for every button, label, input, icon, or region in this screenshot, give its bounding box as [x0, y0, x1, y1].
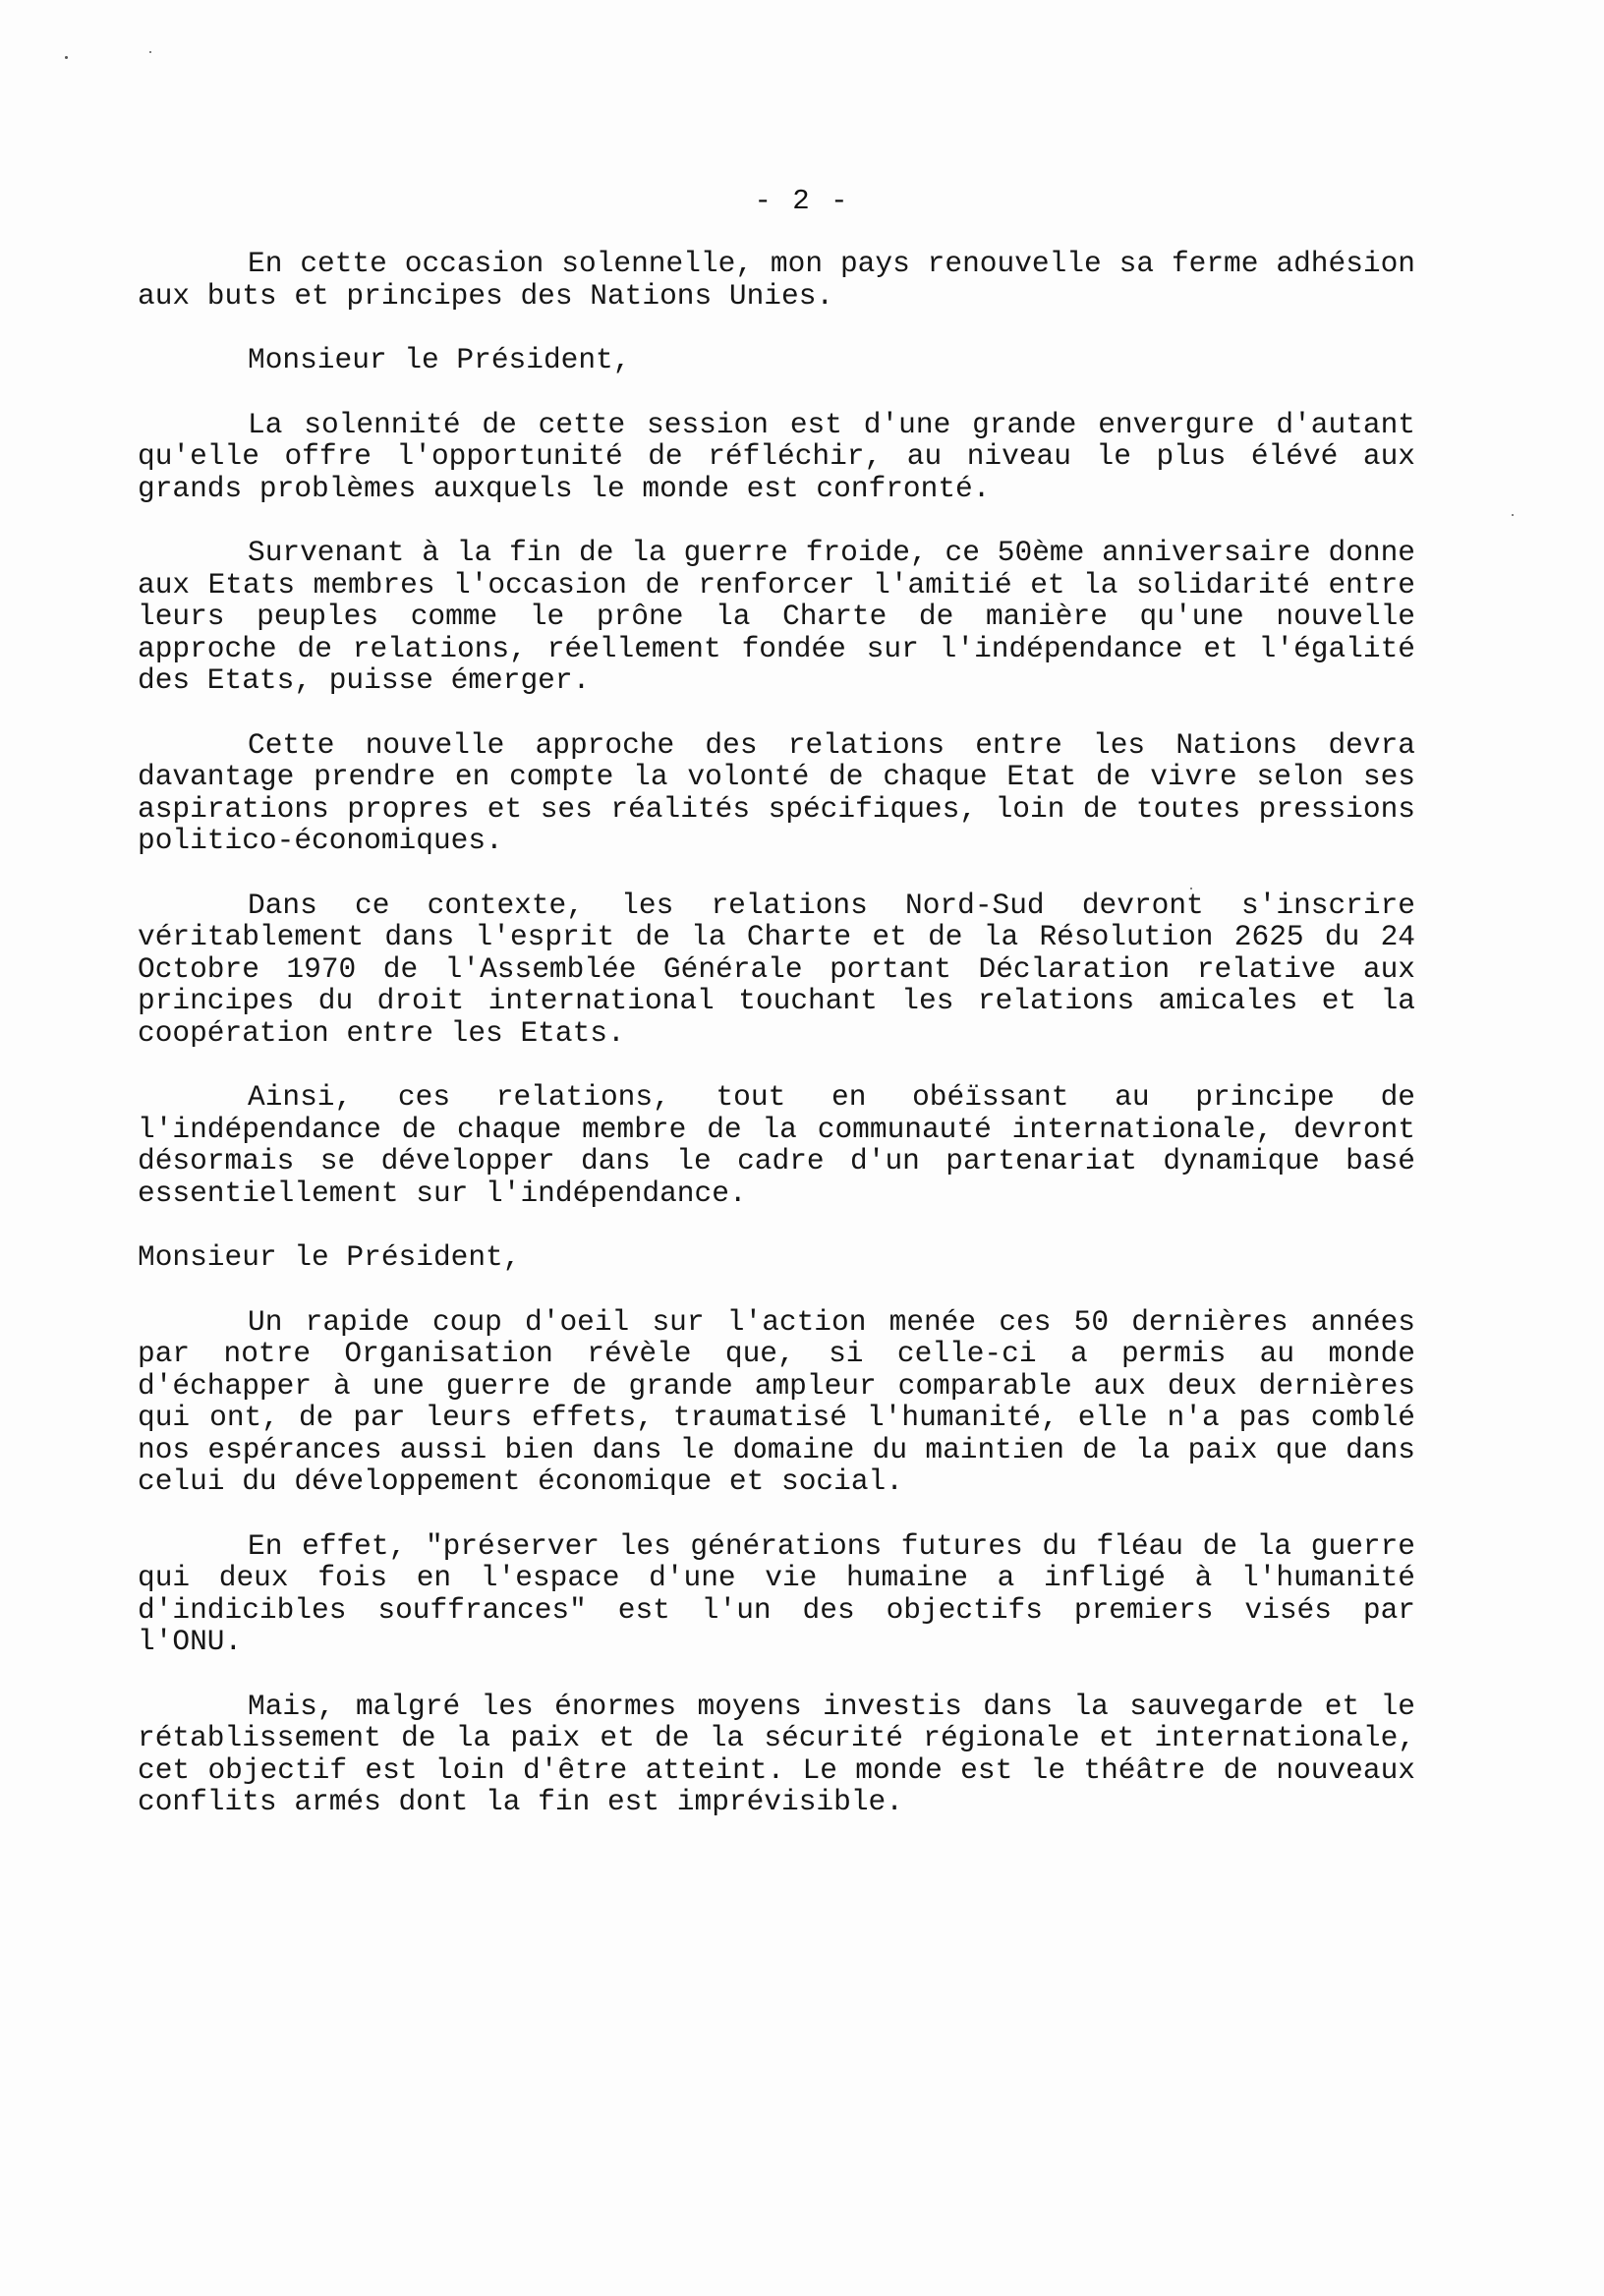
salutation: Monsieur le Président, [138, 1240, 521, 1274]
salutation: Monsieur le Président, [248, 343, 631, 376]
paragraph: La solennité de cette session est d'une grande envergure d'autant qu'elle offre l'opportunité de réfléchir, au niveau le plus élévé aux grands problèmes auxquels le monde est confronté. [138, 407, 1415, 505]
scan-speck [65, 56, 68, 59]
paragraph: Cette nouvelle approche des relations entre les Nations devra davantage prendre en compte la volonté de chaque Etat de vivre selon ses aspirations propres et ses réalités spécifiques, loin de toutes pressions politico-économiques. [138, 727, 1415, 857]
paragraph: Survenant à la fin de la guerre froide, ce 50ème anniversaire donne aux Etats membres l'occasion de renforcer l'amitié et la solidarité entre leurs peuples comme le prône la Charte de manière qu'une nouvelle approche de relations, réellement fondée sur l'indépendance et l'égalité des Etats, puisse émerger. [138, 536, 1415, 697]
page-number: - 2 - [754, 185, 850, 217]
scan-speck [149, 51, 151, 53]
paragraph: Mais, malgré les énormes moyens investis dans la sauvegarde et le rétablissement de la paix et de la sécurité régionale et internationale, cet objectif est loin d'être atteint. Le monde est le théâtre de nouveaux conflits armés dont la fin est imprévisible. [138, 1689, 1415, 1818]
paragraph: Ainsi, ces relations, tout en obéïssant au principe de l'indépendance de chaque membre de la communauté internationale, devront désormais se développer dans le cadre d'un partenariat dynamique basé essentiellement sur l'indépendance. [138, 1080, 1415, 1210]
paragraph: En cette occasion solennelle, mon pays renouvelle sa ferme adhésion aux buts et principes des Nations Unies. [138, 247, 1415, 313]
paragraph: En effet, "préserver les générations futures du fléau de la guerre qui deux fois en l'espace d'une vie humaine a infligé à l'humanité d'indicibles souffrances" est l'un des objectifs premiers visés par l'ONU. [138, 1528, 1415, 1658]
document-body [138, 248, 1415, 1851]
paragraph: Un rapide coup d'oeil sur l'action menée ces 50 dernières années par notre Organisation révèle que, si celle-ci a permis au monde d'échapper à une guerre de grande ampleur comparable aux deux dernières qui ont, de par leurs effets, traumatisé l'humanité, elle n'a pas comblé nos espérances aussi bien dans le domaine du maintien de la paix que dans celui du développement économique et social. [138, 1304, 1415, 1498]
paragraph: Dans ce contexte, les relations Nord-Sud devront s'inscrire véritablement dans l'esprit de la Charte et de la Résolution 2625 du 24 Octobre 1970 de l'Assemblée Générale portant Déclaration relative aux principes du droit international touchant les relations amicales et la coopération entre les Etats. [138, 888, 1415, 1050]
scan-speck [1512, 514, 1514, 516]
